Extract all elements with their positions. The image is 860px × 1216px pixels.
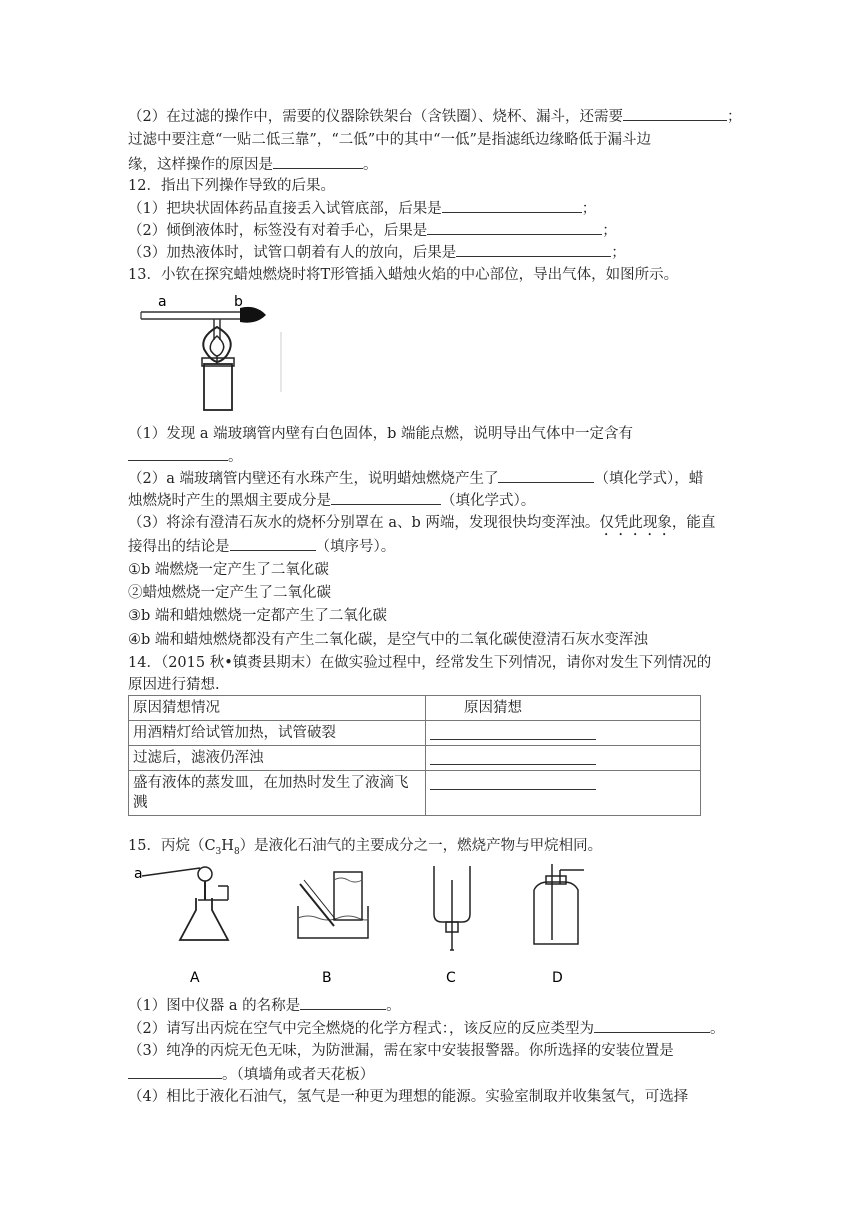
table-answer-cell[interactable] (426, 746, 701, 771)
apparatus-c-icon (434, 866, 470, 986)
answer-blank[interactable] (230, 536, 316, 551)
table-header-cell: 原因猜想 (426, 696, 701, 721)
q15-item3: （3）纯净的丙烷无色无味，为防泄漏，需在家中安装报警器。你所选择的安装位置是 (128, 1043, 674, 1059)
reason-table (128, 695, 701, 816)
table-answer-cell[interactable] (426, 771, 701, 816)
q15-item1: （1）图中仪器 a 的名称是 。 (128, 995, 401, 1016)
table-row (129, 721, 701, 746)
apparatus-figure (128, 860, 588, 988)
answer-blank[interactable] (498, 468, 594, 483)
label-b: b (234, 294, 243, 310)
table-cell: 过滤后，滤液仍浑浊 (129, 746, 426, 771)
q13-item2-cont: 烛燃烧时产生的黑烟主要成分是 （填化学式）。 (128, 490, 535, 511)
q11-line1: （2）在过滤的操作中，需要的仪器除铁架台（含铁圈）、烧杯、漏斗，还需要 ； (128, 106, 741, 127)
option-3: ③b 端和蜡烛燃烧一定都产生了二氧化碳 (128, 608, 387, 624)
table-row (129, 746, 701, 771)
q13-item3-cont: 接得出的结论是 （填序号）。 (128, 536, 395, 557)
q15-title: 15．丙烷$(C_3H_8)$是液化石油气的主要成分之一，燃烧产物与甲烷相同。 (128, 838, 603, 857)
answer-blank[interactable] (456, 242, 611, 257)
apparatus-a-icon (134, 866, 228, 986)
label-D: D (552, 970, 563, 986)
q15-item2: （2）请写出丙烷在空气中完全燃烧的化学方程式：，该反应的反应类型为 。 (128, 1018, 724, 1039)
label-a: a (158, 294, 167, 310)
q12-item3: （3）加热液体时，试管口朝着有人的放向，后果是 ； (128, 242, 626, 263)
q13-title: 13．小钦在探究蜡烛燃烧时将T形管插入蜡烛火焰的中心部位，导出气体，如图所示。 (128, 267, 679, 283)
table-header-row (129, 696, 701, 721)
answer-blank[interactable] (273, 154, 363, 169)
table-cell: 盛有液体的蒸发皿，在加热时发生了液滴飞溅 (129, 771, 426, 816)
label-a: a (134, 866, 143, 882)
answer-blank[interactable] (427, 220, 602, 235)
q12-item1: （1）把块状固体药品直接丢入试管底部，后果是 ； (128, 198, 596, 219)
apparatus-d-icon (534, 864, 584, 986)
answer-blank[interactable] (128, 1064, 222, 1079)
table-row (129, 771, 701, 816)
q13-item1-cont: 。 (128, 446, 243, 467)
answer-blank[interactable] (594, 1018, 710, 1033)
answer-blank[interactable] (331, 490, 441, 505)
apparatus-b-icon (298, 872, 368, 986)
q13-item2: （2）a 端玻璃管内壁还有水珠产生，说明蜡烛燃烧产生了 （填化学式），蜡 (128, 468, 703, 489)
answer-blank[interactable] (623, 106, 727, 121)
option-1: ①b 端燃烧一定产生了二氧化碳 (128, 562, 329, 578)
answer-blank[interactable] (128, 446, 228, 461)
candle-t-tube-figure (138, 292, 288, 414)
q11-line2: 过滤中要注意“一贴二低三靠”，“二低”中的其中“一低”是指滤纸边缘略低于漏斗边 (128, 132, 651, 148)
q15-item3-cont: 。（填墙角或者天花板） (128, 1064, 374, 1085)
q14-title-cont: 原因进行猜想. (128, 677, 220, 693)
option-2: ②蜡烛燃烧一定产生了二氧化碳 (128, 585, 331, 601)
q12-title: 12．指出下列操作导致的后果。 (128, 178, 335, 194)
q13-item1: （1）发现 a 端玻璃管内壁有白色固体，b 端能点燃，说明导出气体中一定含有 (128, 426, 633, 442)
q11-line3: 缘，这样操作的原因是 。 (128, 154, 378, 175)
q13-item3: （3）将涂有澄清石灰水的烧杯分别罩在 a、b 两端，发现很快均变浑浊。仅凭此现象，能直 (128, 515, 716, 531)
q12-item2: （2）倾倒液体时，标签没有对着手心，后果是 ； (128, 220, 617, 241)
option-4: ④b 端和蜡烛燃烧都没有产生二氧化碳，是空气中的二氧化碳使澄清石灰水变浑浊 (128, 632, 648, 648)
answer-blank[interactable] (300, 995, 386, 1010)
table-cell: 用酒精灯给试管加热，试管破裂 (129, 721, 426, 746)
answer-blank[interactable] (442, 198, 582, 213)
label-C: C (446, 970, 456, 986)
label-B: B (322, 970, 332, 986)
label-A: A (190, 970, 200, 986)
table-header-cell: 原因猜想情况 (129, 696, 426, 721)
table-answer-cell[interactable] (426, 721, 701, 746)
q14-title: 14．（2015 秋•镇赉县期末）在做实验过程中，经常发生下列情况，请你对发生下列情况的 (128, 655, 712, 671)
q15-item4: （4）相比于液化石油气，氢气是一种更为理想的能源。实验室制取并收集氢气，可选择 (128, 1089, 689, 1105)
emphasis-text: 仅凭此现象 (599, 515, 672, 531)
